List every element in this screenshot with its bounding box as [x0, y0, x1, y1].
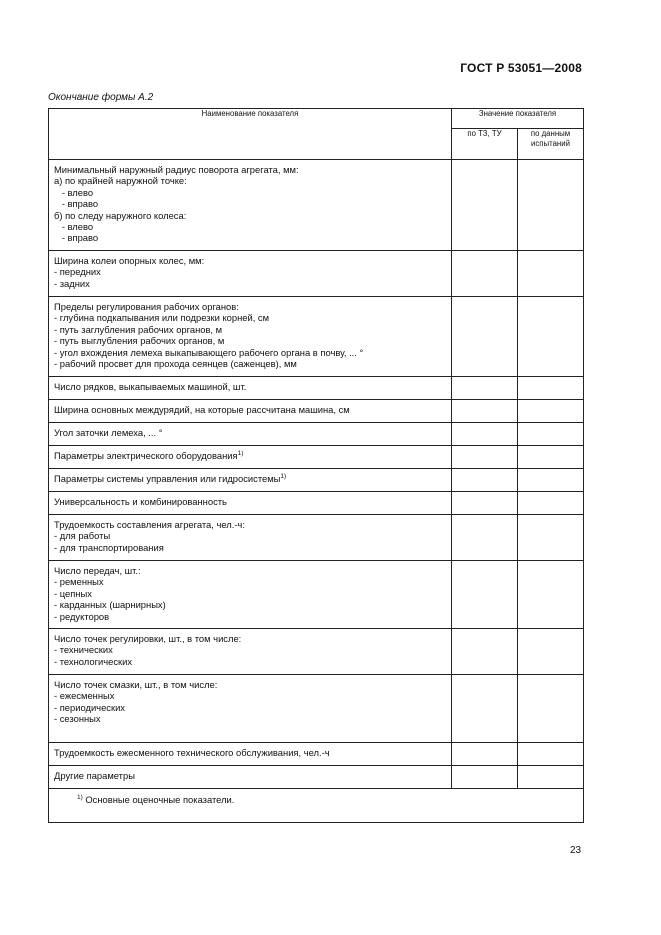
indicator-name-cell [49, 400, 452, 423]
indicator-text: Трудоемкость составления агрегата, чел.-ч: [54, 519, 245, 530]
indicator-table [48, 108, 584, 823]
value-test-cell [518, 446, 584, 469]
indicator-line [54, 266, 447, 277]
indicator-text: Универсальность и комбинированность [54, 496, 227, 507]
indicator-line [54, 519, 447, 530]
indicator-line [54, 175, 447, 186]
value-test-cell [518, 561, 584, 629]
table-row [49, 515, 584, 561]
table-row [49, 400, 584, 423]
value-test-cell [518, 492, 584, 515]
indicator-line [54, 588, 447, 599]
value-test-cell [518, 743, 584, 766]
indicator-line [54, 542, 447, 553]
indicator-name-cell [49, 469, 452, 492]
table-row [49, 629, 584, 675]
indicator-line [54, 633, 447, 644]
indicator-line [54, 770, 447, 781]
indicator-text: - ременных [54, 576, 104, 588]
indicator-text: - цепных [54, 587, 92, 599]
indicator-text: Число рядков, выкапываемых машиной, шт. [54, 381, 247, 392]
indicator-text: Число точек регулировки, шт., в том числе: [54, 633, 242, 644]
indicator-line [54, 656, 447, 667]
indicator-name-cell [49, 446, 452, 469]
value-spec-cell [452, 469, 518, 492]
indicator-text: - влево [54, 186, 94, 198]
indicator-line [54, 747, 447, 758]
value-spec-cell [452, 629, 518, 675]
value-spec-cell [452, 446, 518, 469]
indicator-text: Ширина колеи опорных колес, мм: [54, 255, 205, 266]
table-row [49, 743, 584, 766]
value-test-cell [518, 629, 584, 675]
value-spec-cell [452, 766, 518, 789]
table-row [49, 492, 584, 515]
indicator-text: - путь выглубления рабочих органов, м [54, 335, 225, 347]
table-row [49, 446, 584, 469]
value-spec-cell [452, 675, 518, 743]
indicator-text: Трудоемкость ежесменного технического обслуживания, чел.-ч [54, 747, 330, 758]
indicator-line [54, 347, 447, 358]
indicator-line [54, 210, 447, 221]
column-header-test-line1: по данным [530, 129, 571, 138]
indicator-line [54, 404, 447, 415]
indicator-line [54, 713, 447, 724]
indicator-text: - карданных (шарнирных) [54, 599, 166, 611]
indicator-name-cell [49, 675, 452, 743]
indicator-line [54, 450, 447, 461]
indicator-text: Число точек смазки, шт., в том числе: [54, 679, 218, 690]
indicator-line [54, 576, 447, 587]
footnote-ref: 1) [280, 473, 287, 480]
indicator-line [54, 702, 447, 713]
footnote-mark: 1) [77, 794, 83, 801]
footnote-text: Основные оценочные показатели. [82, 794, 235, 805]
indicator-text: - сезонных [54, 713, 101, 725]
indicator-line [54, 690, 447, 701]
column-header-spec: по ТЗ, ТУ [452, 129, 518, 160]
indicator-line [54, 381, 447, 392]
indicator-line [54, 312, 447, 323]
indicator-line [54, 255, 447, 266]
indicator-line [54, 198, 447, 209]
value-spec-cell [452, 297, 518, 377]
indicator-line [54, 599, 447, 610]
indicator-text: - угол вхождения лемеха выкапывающего рабочего органа в почву, ... ° [54, 346, 364, 358]
indicator-name-cell [49, 515, 452, 561]
table-row [49, 423, 584, 446]
value-test-cell [518, 766, 584, 789]
indicator-text: - для транспортирования [54, 541, 164, 553]
indicator-text: - периодических [54, 701, 125, 713]
form-caption: Окончание формы А.2 [48, 92, 154, 103]
indicator-line [54, 324, 447, 335]
column-header-name: Наименование показателя [49, 109, 452, 160]
footnote [49, 789, 584, 823]
indicator-line [54, 611, 447, 622]
value-test-cell [518, 515, 584, 561]
table-row [49, 377, 584, 400]
indicator-line [54, 565, 447, 576]
indicator-name-cell [49, 629, 452, 675]
value-spec-cell [452, 561, 518, 629]
value-test-cell [518, 377, 584, 400]
indicator-name-cell [49, 251, 452, 297]
table-row [49, 766, 584, 789]
indicator-line [54, 164, 447, 175]
value-test-cell [518, 251, 584, 297]
table-row [49, 469, 584, 492]
value-test-cell [518, 160, 584, 251]
indicator-text: Другие параметры [54, 770, 135, 781]
indicator-name-cell [49, 160, 452, 251]
indicator-text: - влево [54, 221, 94, 233]
table-row [49, 160, 584, 251]
table-row [49, 297, 584, 377]
indicator-name-cell [49, 766, 452, 789]
table-row [49, 675, 584, 743]
value-spec-cell [452, 377, 518, 400]
indicator-name-cell [49, 561, 452, 629]
standard-designation: ГОСТ Р 53051—2008 [460, 61, 582, 75]
indicator-line [54, 187, 447, 198]
indicator-line [54, 644, 447, 655]
indicator-line [54, 221, 447, 232]
indicator-text: Параметры системы управления или гидросистемы [54, 473, 281, 484]
column-header-value: Значение показателя [452, 109, 584, 129]
value-spec-cell [452, 251, 518, 297]
indicator-text: - технических [54, 644, 113, 656]
indicator-name-cell [49, 492, 452, 515]
indicator-line [54, 358, 447, 369]
indicator-text: Ширина основных междурядий, на которые рассчитана машина, см [54, 404, 350, 415]
value-test-cell [518, 297, 584, 377]
indicator-name-cell [49, 377, 452, 400]
indicator-text: - ежесменных [54, 690, 115, 702]
indicator-text: Пределы регулирования рабочих органов: [54, 301, 239, 312]
indicator-line [54, 496, 447, 507]
indicator-text: - передних [54, 266, 101, 278]
indicator-text: Параметры электрического оборудования [54, 450, 238, 461]
indicator-line [54, 232, 447, 243]
value-test-cell [518, 423, 584, 446]
value-spec-cell [452, 160, 518, 251]
indicator-line [54, 530, 447, 541]
indicator-text: - для работы [54, 530, 111, 542]
indicator-name-cell [49, 743, 452, 766]
indicator-line [54, 278, 447, 289]
indicator-text: Угол заточки лемеха, ... ° [54, 427, 163, 438]
table-body [49, 160, 584, 789]
indicator-text: а) по крайней наружной точке: [54, 175, 187, 187]
indicator-text: Минимальный наружный радиус поворота агрегата, мм: [54, 164, 299, 175]
value-spec-cell [452, 423, 518, 446]
indicator-text: - рабочий просвет для прохода сеянцев (саженцев), мм [54, 358, 297, 370]
indicator-name-cell [49, 423, 452, 446]
value-spec-cell [452, 743, 518, 766]
value-spec-cell [452, 515, 518, 561]
table-row [49, 251, 584, 297]
indicator-line [54, 335, 447, 346]
indicator-text: - задних [54, 277, 90, 289]
indicator-line [54, 679, 447, 690]
column-header-test-line2: испытаний [531, 139, 570, 148]
column-header-test [518, 129, 584, 160]
indicator-text: - технологических [54, 655, 133, 667]
indicator-text: - вправо [54, 198, 99, 210]
value-spec-cell [452, 400, 518, 423]
table-row [49, 561, 584, 629]
indicator-text: б) по следу наружного колеса: [54, 209, 187, 221]
value-test-cell [518, 469, 584, 492]
value-test-cell [518, 400, 584, 423]
indicator-text: - вправо [54, 232, 99, 244]
footnote-ref: 1) [237, 450, 244, 457]
value-test-cell [518, 675, 584, 743]
value-spec-cell [452, 492, 518, 515]
indicator-text: - глубина подкапывания или подрезки корней, см [54, 312, 270, 324]
indicator-line [54, 427, 447, 438]
indicator-line [54, 473, 447, 484]
indicator-text: - редукторов [54, 610, 110, 622]
indicator-text: - путь заглубления рабочих органов, м [54, 323, 223, 335]
indicator-name-cell [49, 297, 452, 377]
page-number: 23 [570, 845, 582, 856]
indicator-line [54, 301, 447, 312]
indicator-text: Число передач, шт.: [54, 565, 141, 576]
